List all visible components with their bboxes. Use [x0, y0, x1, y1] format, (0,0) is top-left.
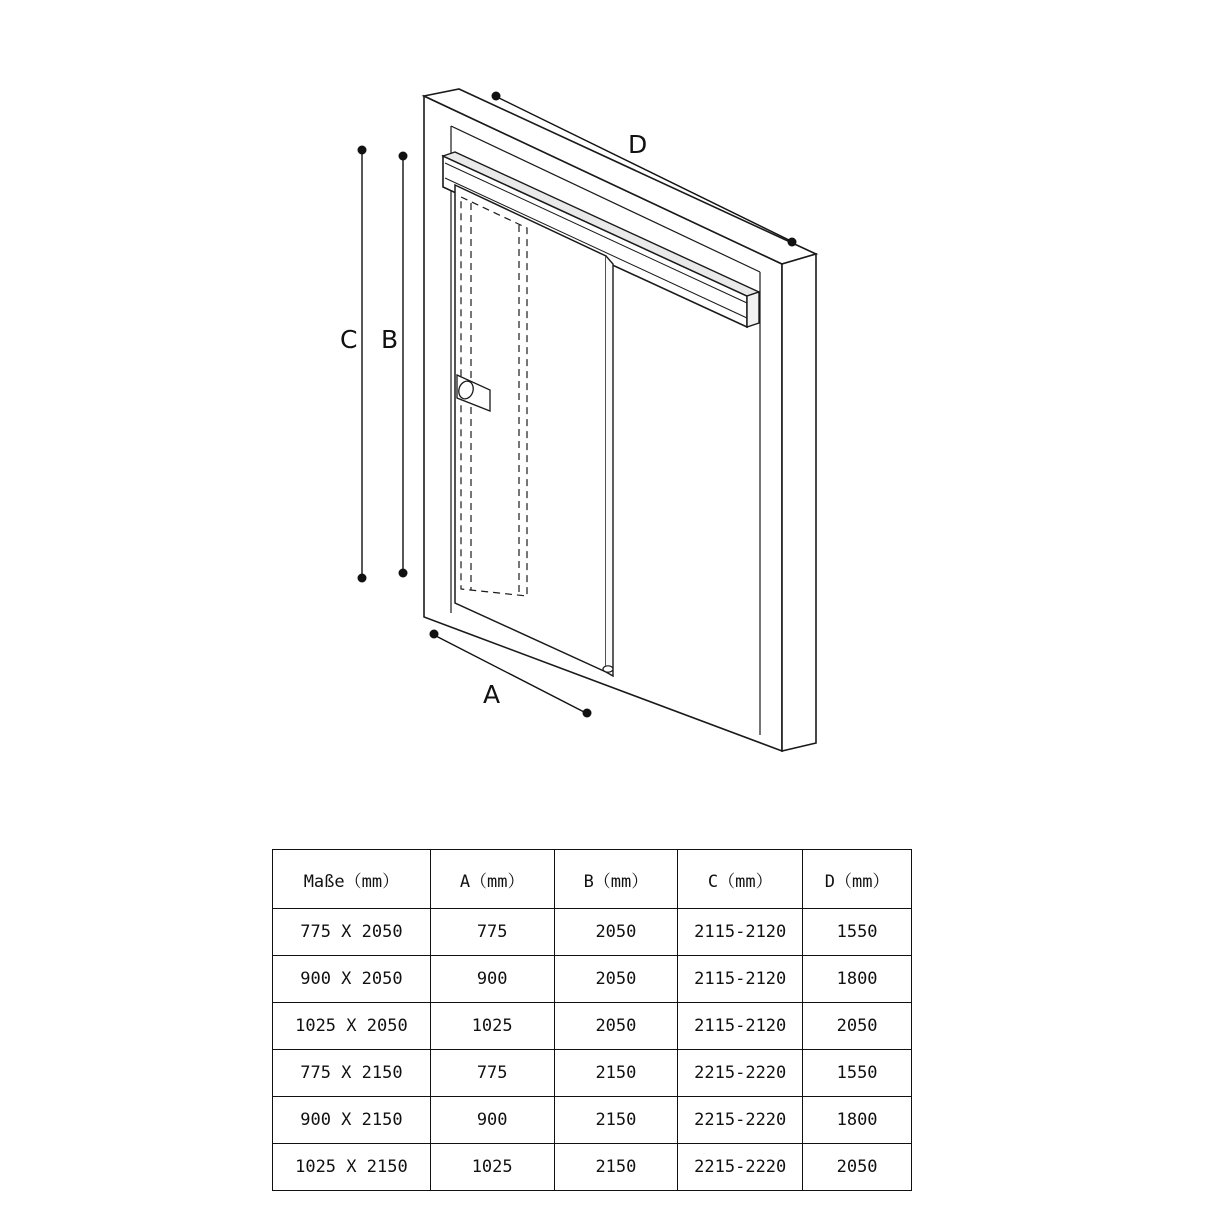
table-header-cell: B（mm） [554, 850, 678, 909]
table-cell: 2050 [803, 1003, 912, 1050]
table-cell: 2115-2120 [678, 956, 803, 1003]
table-cell: 900 X 2150 [273, 1097, 431, 1144]
dimension-line-b [399, 152, 408, 578]
table-cell: 2050 [554, 1003, 678, 1050]
table-row [273, 1050, 912, 1097]
table-cell: 2050 [554, 956, 678, 1003]
table-header-cell: A（mm） [430, 850, 554, 909]
table-cell: 2215-2220 [678, 1050, 803, 1097]
table-row [273, 909, 912, 956]
table-cell: 775 [430, 1050, 554, 1097]
table-cell: 900 [430, 956, 554, 1003]
table-row [273, 1097, 912, 1144]
dimension-label-b: B [381, 325, 399, 354]
table-cell: 2050 [554, 909, 678, 956]
table-header-row [273, 850, 912, 909]
table-cell: 2215-2220 [678, 1144, 803, 1191]
door-leaf [455, 185, 613, 676]
table-cell: 1800 [803, 1097, 912, 1144]
table-cell: 775 X 2050 [273, 909, 431, 956]
table-cell: 1025 [430, 1144, 554, 1191]
table-row [273, 1003, 912, 1050]
table-cell: 1025 X 2050 [273, 1003, 431, 1050]
table-cell: 1550 [803, 909, 912, 956]
table-header-cell: D（mm） [803, 850, 912, 909]
table-cell: 2150 [554, 1050, 678, 1097]
table-cell: 775 [430, 909, 554, 956]
table-cell: 2050 [803, 1144, 912, 1191]
table-cell: 1025 X 2150 [273, 1144, 431, 1191]
table-cell: 900 X 2050 [273, 956, 431, 1003]
specification-table-container [272, 849, 912, 1191]
table-cell: 2215-2220 [678, 1097, 803, 1144]
table-row [273, 956, 912, 1003]
table-cell: 2115-2120 [678, 1003, 803, 1050]
table-cell: 1550 [803, 1050, 912, 1097]
table-cell: 1025 [430, 1003, 554, 1050]
table-header-cell: C（mm） [678, 850, 803, 909]
dimension-label-a: A [483, 680, 501, 709]
table-cell: 900 [430, 1097, 554, 1144]
table-cell: 2115-2120 [678, 909, 803, 956]
table-cell: 1800 [803, 956, 912, 1003]
table-header-cell: Maße（mm） [273, 850, 431, 909]
dimension-label-c: C [340, 325, 358, 354]
dimension-line-c [358, 146, 367, 583]
table-cell: 2150 [554, 1097, 678, 1144]
table-cell: 775 X 2150 [273, 1050, 431, 1097]
table-cell: 2150 [554, 1144, 678, 1191]
table-row [273, 1144, 912, 1191]
specification-table [272, 849, 912, 1191]
dimension-label-d: D [628, 130, 648, 159]
